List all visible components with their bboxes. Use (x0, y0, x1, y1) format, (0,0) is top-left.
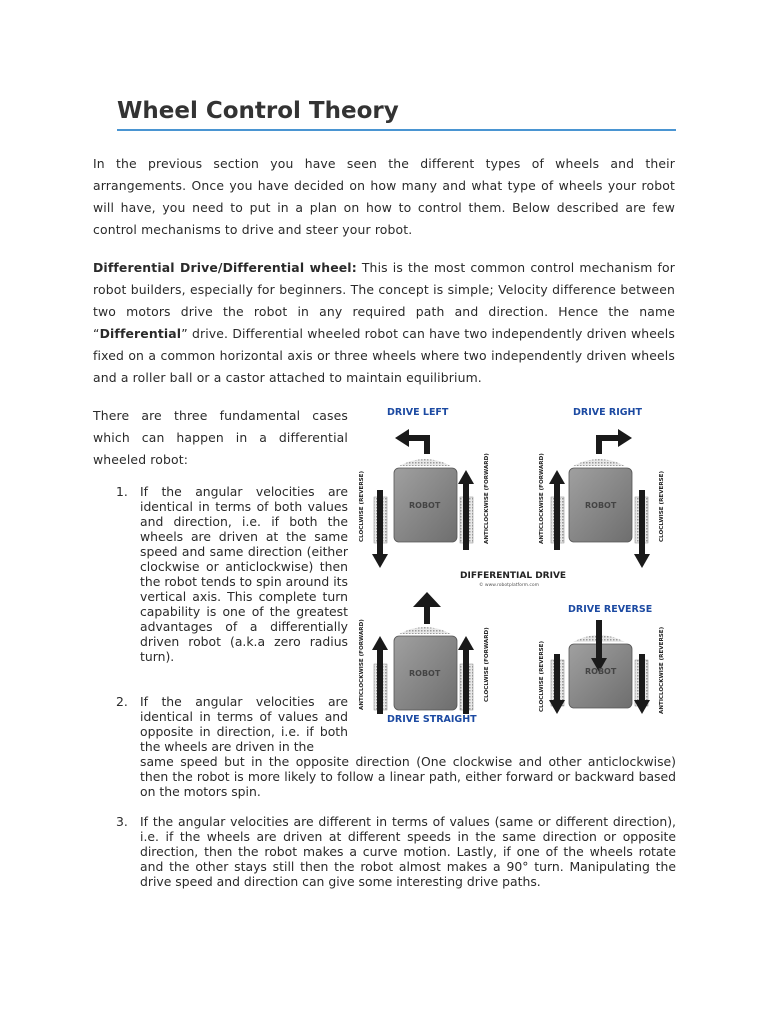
down-arrowhead (634, 700, 650, 714)
title-underline (117, 129, 676, 131)
page-title: Wheel Control Theory (117, 98, 399, 124)
down-arrowhead (549, 700, 565, 714)
case-text: If the angular velocities are different in terms of values (same or different direction), i.e. if the wheels are driven at different speeds in the same direction or opposite direction, then the robot makes a curve motion. Lastly, if one of the wheels rotate and the other stays still then the robot almost makes a 90° turn. Manipulating the drive speed and direction can give some interesting drive paths. (140, 814, 676, 889)
turn-left-arrowhead (395, 429, 409, 447)
turn-right-arrowhead (618, 429, 632, 447)
case-text: If the angular velocities are identical in terms of both values and direction, i.e. if both the wheels are driven at the same speed and same direction (either clockwise or anticlockwise) then the robot tends to spin around its vertical axis. This complete turn capability is one of the greatest advantages of a differentially driven robot (a.k.a zero radius turn). (140, 484, 348, 664)
wheel-direction-label: CLOCLWISE (FORWARD) (484, 627, 490, 702)
wheel-direction-label: ANTICLOCKWISE (FORWARD) (359, 619, 365, 710)
robot-label: ROBOT (585, 667, 617, 676)
wheel-direction-label: ANTICLOCKWISE (FORWARD) (539, 453, 545, 544)
wheel-direction-label: CLOCLWISE (REVERSE) (359, 470, 365, 542)
case-number: 3. (116, 814, 128, 829)
straight-arrowhead (413, 592, 441, 607)
drive-straight-robot (359, 592, 490, 725)
up-arrowhead (458, 636, 474, 650)
up-arrowhead (372, 636, 388, 650)
wheel-direction-label: CLOCLWISE (REVERSE) (539, 640, 545, 712)
up-arrowhead (458, 470, 474, 484)
robot-label: ROBOT (409, 669, 441, 678)
differential-keyword: Differential (99, 326, 182, 341)
wheel-direction-label: ANTICLOCKWISE (REVERSE) (659, 626, 665, 714)
differential-heading: Differential Drive/Differential wheel: (93, 260, 357, 275)
diagram-watermark: © www.robotplatform.com (479, 583, 540, 588)
cases-intro: There are three fundamental cases which can happen in a differential wheeled robot: (93, 408, 348, 467)
differential-text-1: This is the most common control mechanism for robot builders, especially for beginners. The concept is simple; Velocity difference between two motors drive the robot in any required path and direction. Hence the name “ (93, 260, 676, 341)
drive-reverse-robot (539, 604, 665, 714)
caster-wheel (399, 627, 451, 634)
wheel-direction-label: ANTICLOCKWISE (FORWARD) (484, 453, 490, 544)
differential-text-2: ” drive. Differential wheeled robot can have two independently driven wheels fixed on a common horizontal axis or three wheels where two independently driven wheels and a roller ball or a castor attached to maintain equilibrium. (93, 326, 675, 385)
drive-left-robot (359, 407, 490, 568)
case-text-wide: same speed but in the opposite direction (One clockwise and other anticlockwise) then the robot is more likely to follow a linear path, either forward or backward based on the motors spin. (140, 754, 676, 799)
caster-wheel (399, 459, 451, 466)
caster-wheel (573, 459, 625, 466)
robot-label: ROBOT (409, 501, 441, 510)
turn-right-arrow (599, 438, 619, 454)
differential-drive-title: DIFFERENTIAL DRIVE (460, 571, 567, 581)
down-arrowhead (634, 554, 650, 568)
up-arrowhead (549, 470, 565, 484)
drive-right-robot (539, 407, 665, 568)
drive-reverse-label: DRIVE REVERSE (568, 604, 653, 615)
wheel-direction-label: CLOCLWISE (REVERSE) (659, 470, 665, 542)
drive-right-label: DRIVE RIGHT (573, 407, 642, 418)
drive-straight-label: DRIVE STRAIGHT (387, 714, 477, 725)
down-arrowhead (372, 554, 388, 568)
intro-paragraph: In the previous section you have seen the different types of wheels and their arrangements. Once you have decided on how many and what type of wheels your robot will have, you need to put in a plan on how to control them. Below described are few control mechanisms to drive and steer your robot. (93, 156, 675, 237)
case-text-narrow: If the angular velocities are identical in terms of values and opposite in direction, i.e. if both the wheels are driven in the (140, 694, 348, 754)
case-number: 1. (116, 484, 128, 499)
turn-left-arrow (407, 438, 427, 454)
robot-label: ROBOT (585, 501, 617, 510)
drive-left-label: DRIVE LEFT (387, 407, 449, 418)
differential-drive-diagram (355, 402, 675, 727)
case-number: 2. (116, 694, 128, 709)
differential-paragraph (93, 257, 675, 389)
